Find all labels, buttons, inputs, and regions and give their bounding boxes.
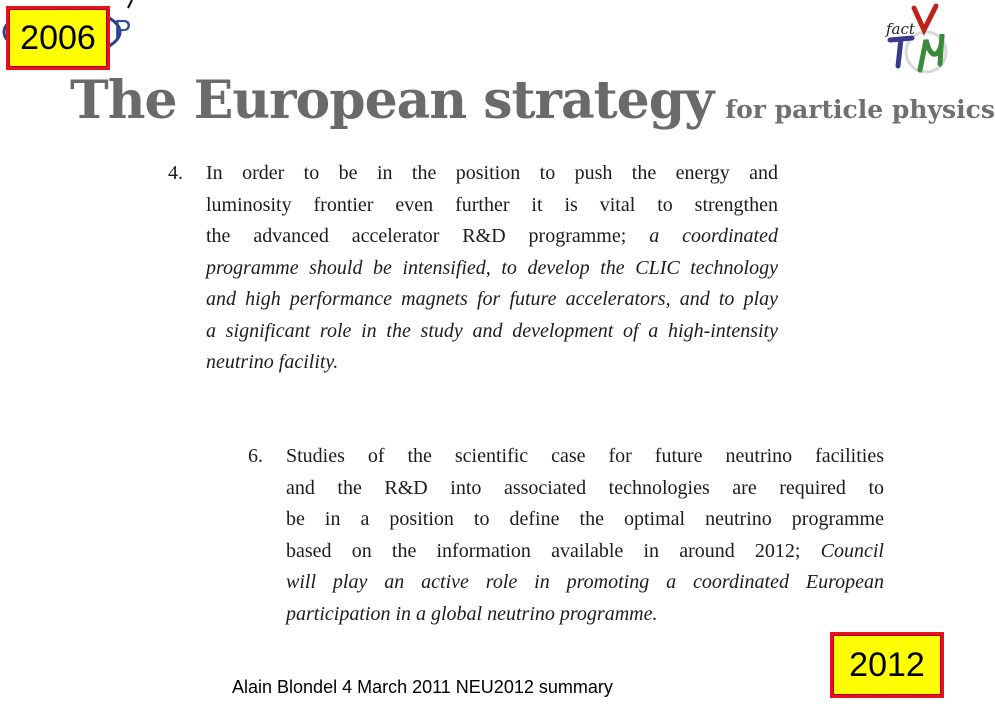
strategy-item-4 (168, 158, 780, 378)
item-6-text (286, 441, 884, 630)
item-4-line: a significant role in the study and development of a high-intensity (206, 319, 778, 342)
fact-logo (880, 4, 950, 78)
fact-nu-mu-logo-icon (880, 4, 950, 78)
item-4-line: neutrino facility. (206, 351, 339, 373)
item-6-line: Studies of the scientific case for future neutrino facilities (286, 445, 884, 467)
year-badge-bottom-text: 2012 (849, 646, 925, 684)
item-4-line: In order to be in the position to push the energy and (206, 162, 778, 184)
item-6-line: participation in a global neutrino programme. (286, 602, 658, 625)
item-4-line: and high performance magnets for future accelerators, and to play (206, 288, 778, 310)
item-4-line: the advanced accelerator R&D programme; a coordinated (206, 225, 778, 247)
item-6-number: 6. (248, 445, 263, 467)
item-6-line: be in a position to define the optimal neutrino programme (286, 508, 884, 530)
item-4-line: programme should be intensified, to develop the CLIC technology (206, 256, 778, 279)
item-4-text (206, 158, 778, 379)
fact-logo-text: fact (886, 20, 915, 38)
item-4-number: 4. (168, 162, 183, 184)
corner-logo-letter: P (114, 14, 132, 44)
item-6-line: will play an active role in promoting a coordinated European (286, 571, 884, 593)
year-badge-top-text: 2006 (20, 19, 96, 57)
footer-text: Alain Blondel 4 March 2011 NEU2012 summary (232, 677, 613, 697)
title-main: The European strategy (70, 70, 714, 131)
year-badge-2012 (830, 632, 944, 698)
item-4-line: luminosity frontier even further it is vital to strengthen (206, 193, 778, 216)
strategy-item-6 (248, 441, 888, 641)
item-6-line: and the R&D into associated technologies are required to (286, 476, 884, 499)
title-sub: for particle physics (725, 95, 995, 124)
item-6-line: based on the information available in around 2012; Council (286, 539, 884, 562)
year-badge-2006 (6, 6, 110, 70)
page-title (70, 70, 995, 131)
